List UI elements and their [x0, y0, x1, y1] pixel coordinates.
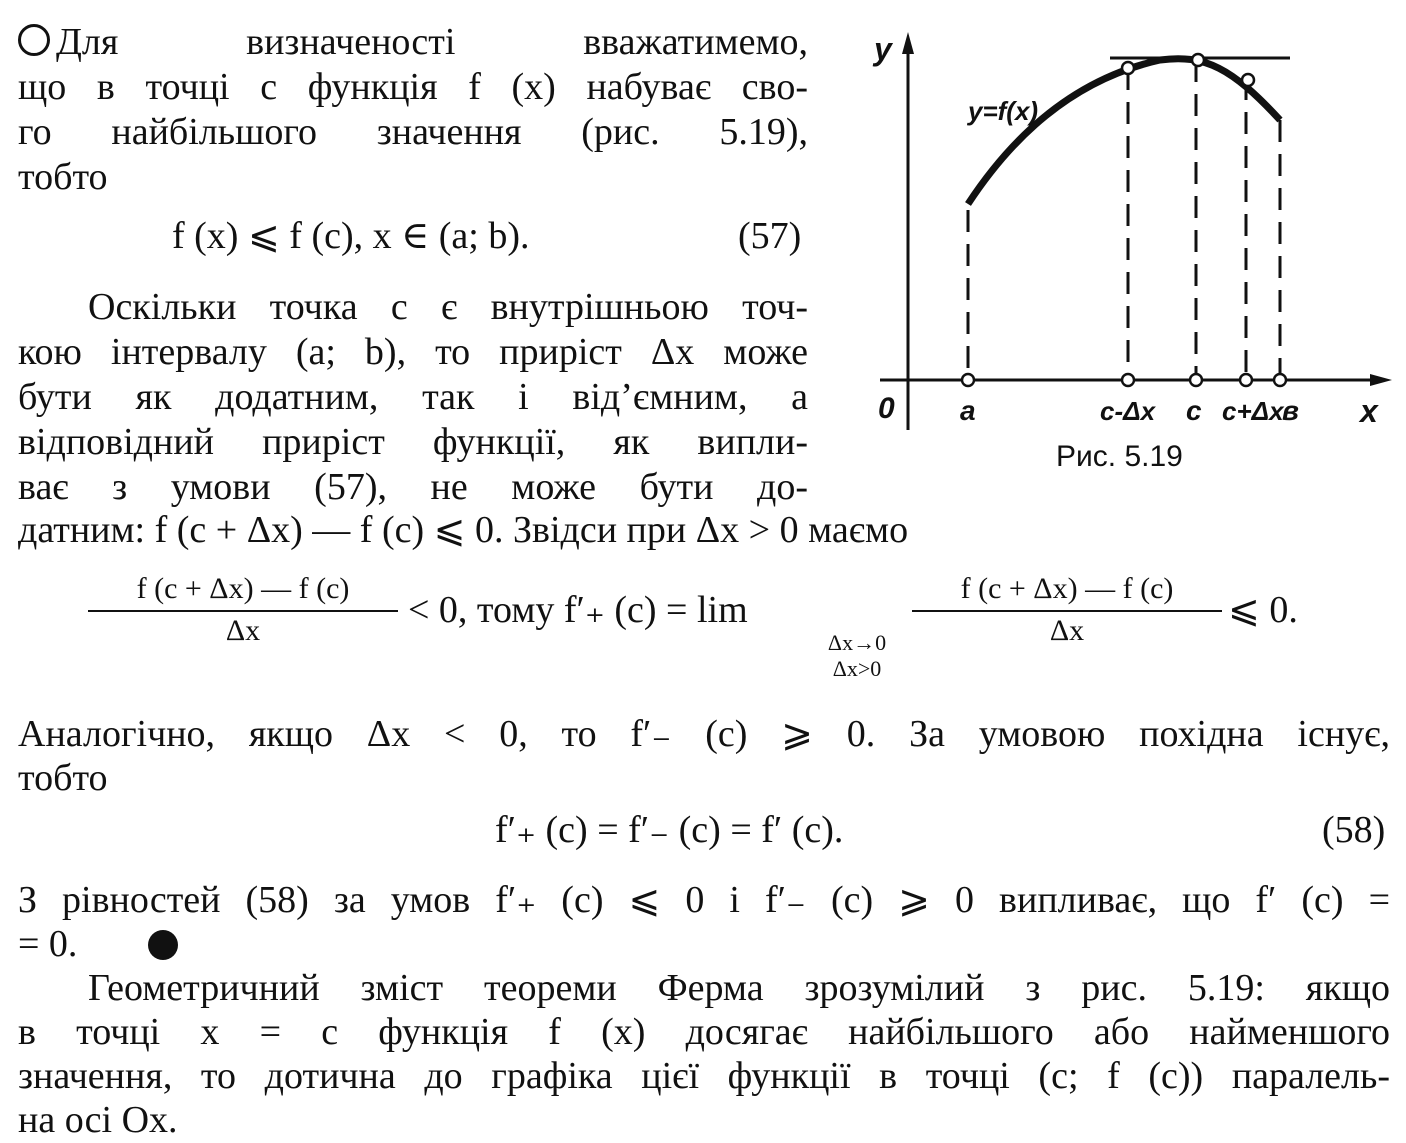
origin-label: 0: [878, 392, 895, 425]
limit-subscript-2: Δx>0: [832, 656, 882, 681]
figure-5-19: [860, 20, 1400, 480]
paragraph-line: відповідний приріст функції, як випли-: [18, 421, 808, 463]
paragraph-line: ває з умови (57), не може бути до-: [18, 466, 808, 508]
fraction-2-bar: [912, 610, 1222, 612]
paragraph-line: З рівностей (58) за умов f′₊ (c) ⩽ 0 і f′₋ (c) ⩾ 0 випливає, що f′ (c) =: [18, 879, 1390, 921]
equation-58: f′₊ (c) = f′₋ (c) = f′ (c).: [495, 809, 844, 851]
axis-point-c-minus: [1122, 374, 1134, 386]
point-label-a: a: [960, 395, 976, 426]
curve-point-c: [1192, 54, 1204, 66]
x-axis-label: x: [1360, 393, 1378, 429]
fraction-1-numerator: f (c + Δx) — f (c): [136, 572, 350, 605]
paragraph-line: значення, то дотична до графіка цієї функції в точці (c; f (c)) паралель-: [18, 1055, 1390, 1097]
proof-end-dot-icon: [148, 930, 178, 960]
function-curve: [968, 59, 1280, 204]
fraction-2-denominator: Δx: [1049, 614, 1085, 647]
paragraph-line: кою інтервалу (a; b), то приріст Δx може: [18, 331, 808, 373]
paragraph-line: = 0.: [18, 923, 78, 965]
fraction-1-denominator: Δx: [225, 614, 261, 647]
axis-point-c-plus: [1240, 374, 1252, 386]
equation-number-58: (58): [1322, 809, 1386, 851]
y-axis-arrow-icon: [902, 32, 914, 54]
paragraph-line: на осі Ox.: [18, 1099, 178, 1141]
point-label-c: c: [1186, 395, 1202, 426]
figure-caption: Рис. 5.19: [1056, 440, 1183, 473]
point-label-c-minus: c-Δx: [1100, 396, 1156, 426]
paragraph-line: бути як додатним, так і від’ємним, а: [18, 376, 808, 418]
axis-point-b: [1274, 374, 1286, 386]
equation-number-57: (57): [738, 215, 802, 257]
paragraph-line: Для визначеності вважатимемо,: [18, 20, 808, 64]
x-axis-arrow-icon: [1370, 374, 1392, 386]
paragraph-line: Аналогічно, якщо Δx < 0, то f′₋ (c) ⩾ 0. За умовою похідна існує,: [18, 713, 1390, 755]
paragraph-line: тобто: [18, 757, 108, 799]
proof-start-ring-icon: [18, 24, 50, 56]
fraction-2-numerator: f (c + Δx) — f (c): [960, 572, 1174, 605]
paragraph-line: датним: f (c + Δx) — f (c) ⩽ 0. Звідси при Δx > 0 маємо: [18, 509, 909, 551]
curve-point-c-plus: [1242, 74, 1254, 86]
paragraph-line: в точці x = c функція f (x) досягає найбільшого або найменшого: [18, 1011, 1390, 1053]
fraction-1-bar: [88, 610, 398, 612]
paragraph-line: що в точці c функція f (x) набуває сво-: [18, 66, 808, 108]
limit-subscript-1: Δx→0: [827, 630, 887, 655]
curve-label: y=f(x): [968, 96, 1039, 126]
equation-57: f (x) ⩽ f (c), x ∈ (a; b).: [172, 215, 530, 257]
axis-point-a: [962, 374, 974, 386]
paragraph-line: го найбільшого значення (рис. 5.19),: [18, 111, 808, 153]
limit-result: ⩽ 0.: [1228, 589, 1298, 631]
point-label-b: в: [1282, 395, 1299, 426]
axis-point-c: [1190, 374, 1202, 386]
y-axis-label: y: [874, 31, 892, 67]
point-label-c-plus: c+Δx: [1222, 396, 1284, 426]
paragraph-line: Оскільки точка c є внутрішньою точ-: [88, 286, 808, 328]
limit-expression: < 0, тому f′₊ (c) = lim: [408, 589, 748, 631]
curve-point-c-minus: [1122, 62, 1134, 74]
paragraph-line: Геометричний зміст теореми Ферма зрозумілий з рис. 5.19: якщо: [88, 967, 1390, 1009]
paragraph-line: тобто: [18, 156, 108, 198]
